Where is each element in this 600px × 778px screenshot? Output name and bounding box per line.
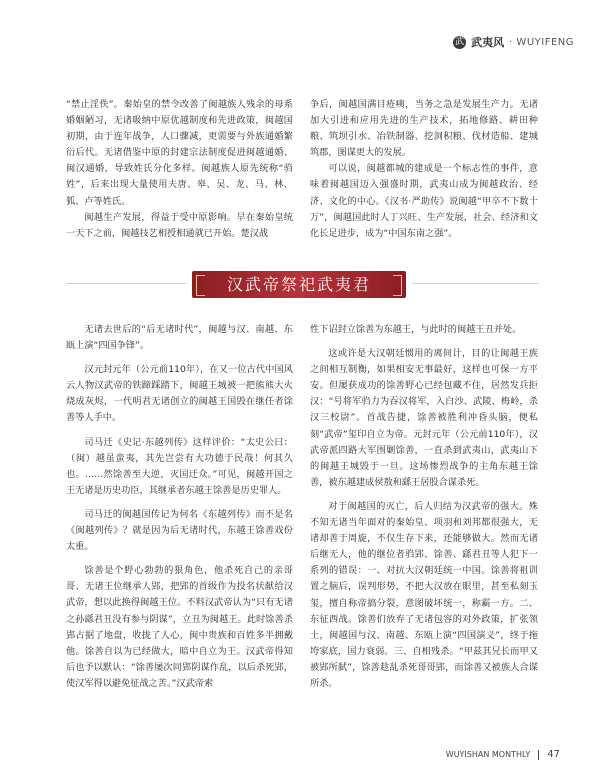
- paragraph: 可以说，闽越都城的建成是一个标志性的事件，意味着闽越国迈入强盛时期，武夷山成为闽越政治、经济、文化的中心。《汉书·严助传》说闽越“甲卒不下数十万”，闽越国此时人丁兴旺、生产发展，社会、经济和文化长足进步，成为“中国东南之强”。: [310, 163, 538, 239]
- paragraph: 闽越生产发展，得益于受中原影响。早在秦始皇统一天下之前，闽越技艺相授相通就已开始。楚汉战: [66, 211, 293, 239]
- page-number: 47: [547, 749, 560, 760]
- section-title: 汉武帝祭祀武夷君: [226, 275, 371, 294]
- logo-chinese-name: 武夷风: [471, 36, 505, 49]
- logo-english-name: · WUYIFENG: [509, 36, 574, 48]
- top-left-column: [66, 97, 293, 242]
- paragraph: 对于闽越国的灭亡，后人归结为汉武帝的强大。殊不知无诸当年面对的秦始皇、项羽和刘邦都很强大，无诸却善于周旋，不仅生存下来，还能够做大。然而无诸后继无人，他的继位者驺郢、馀善、繇君丑等人犯下一系列的错误：一、对抗大汉朝廷统一中国。馀善将祖训置之脑后，误判形势，不把大汉放在眼里，甚至私刻玉玺，擅自称帝搞分裂，意图破坏统一，称霸一方。二、东征西战。馀善们放弃了无诸包容的对外政策，扩张领土，闽越国与汉、南越、东瓯上演“四国演义”，终于拖垮家底，国力衰弱。三、自相残杀。“甲兹其兄长而甲又被郢所弑”，馀善趁乱杀死哥哥郢，而馀善又被族人合谋所杀。: [310, 500, 538, 689]
- paragraph: 馀善是个野心勃勃的狠角色，他杀死自己的亲哥哥、无诸王位继承人郢，把郢的首级作为投名状献给汉武帝，想以此换得闽越王位。不料汉武帝认为“只有无诸之孙繇君丑没有参与阴谋”，立丑为闽越王。此时馀善杀郢占据了地盘，收拢了人心，闽中贵族和百姓多半拥戴他。馀善自以为已经做大，暗中自立为王。汉武帝得知后也予以默认：“馀善屡次同郢阴谋作乱，以后杀死郢，使汉军得以避免征战之苦。”汉武帝索: [66, 565, 293, 689]
- page-footer: [446, 749, 560, 760]
- paragraph: “禁止淫佚”。秦始皇的禁令改善了闽越族人残余的母系婚姻陋习，无诸吸纳中原优越制度和先进政策，闽越国初期，由于连年战争，人口骤减，更需要与外族通婚繁衍后代。无诸借鉴中原的封建宗法制度促进闽越通婚、闽汉通婚，导致姓氏分化多样。闽越族人原先统称“驺姓”，后来出现大量使用夫唐、皋、吴、龙、马、林、狐、卢等姓氏。: [66, 99, 293, 207]
- paragraph: 性下诏封立馀善为东越王，与此时的闽越王丑并处。: [310, 324, 522, 335]
- paragraph: 司马迁《史记·东越列传》这样评价：“太史公曰：（闽）越虽蛮夷，其先岂尝有大功德于民哉！何其久也。……然馀善至大逆，灭国迁众。”可见，闽越开国之王无诸是历史功臣，其继承者东越王馀善是历史罪人。: [66, 436, 293, 496]
- paragraph: 争后，闽越国满目疮痍，当务之急是发展生产力。无诸加大引进和应用先进的生产技术，拓地修路、耕田种粮、筑坝引水、冶铁制器、挖洞积粮、伐材造船、建城筑郡，图谋更大的发展。: [310, 99, 538, 159]
- paragraph: 汉元封元年（公元前110年），在又一位古代中国风云人物汉武帝的铁蹄踩踏下，闽越王城被一把熊熊大火烧成灰烬，一代明君无诸创立的闽越王国毁在继任者馀善等人手中。: [66, 364, 293, 424]
- title-rule-right: [412, 283, 538, 284]
- footer-divider: [538, 750, 539, 760]
- section-title-banner: [192, 271, 406, 298]
- bottom-left-column: [66, 322, 293, 692]
- paragraph: 司马迁的闽越国传记为何名《东越列传》而不是名《闽越列传》？就是因为后无诸时代，东越王馀善戏份太重。: [66, 508, 293, 553]
- logo-badge-icon: 武: [455, 36, 465, 47]
- paragraph: 这或许是大汉朝廷惯用的离间计，目的让闽越王族之间相互制衡，如果相安无事最好，这样也可保一方平安。但屡获成功的馀善野心已经包藏不住，居然发兵拒汉：“号将军驺力为吞汉将军，入白沙、武陵、梅岭，杀汉三校尉”。首战告捷，馀善被胜利冲昏头脑，便私刻“武帝”玺印自立为帝。元封元年（公元前110年），汉武帝派四路大军围剿馀善，一直杀到武夷山，武夷山下的闽越王城毁于一旦。这场惨烈战争的主角东越王馀善，被东越建成侯敖和繇王居股合谋杀死。: [310, 348, 538, 488]
- magazine-name: WUYISHAN MONTHLY: [445, 750, 531, 759]
- top-right-column: [310, 97, 538, 242]
- paragraph: 无诸去世后的“后无诸时代”，闽越与汉、南越、东瓯上演“四国争锋”。: [66, 324, 293, 352]
- bottom-right-column: [310, 322, 538, 692]
- magazine-logo: [453, 34, 574, 50]
- title-rule-left: [66, 283, 186, 284]
